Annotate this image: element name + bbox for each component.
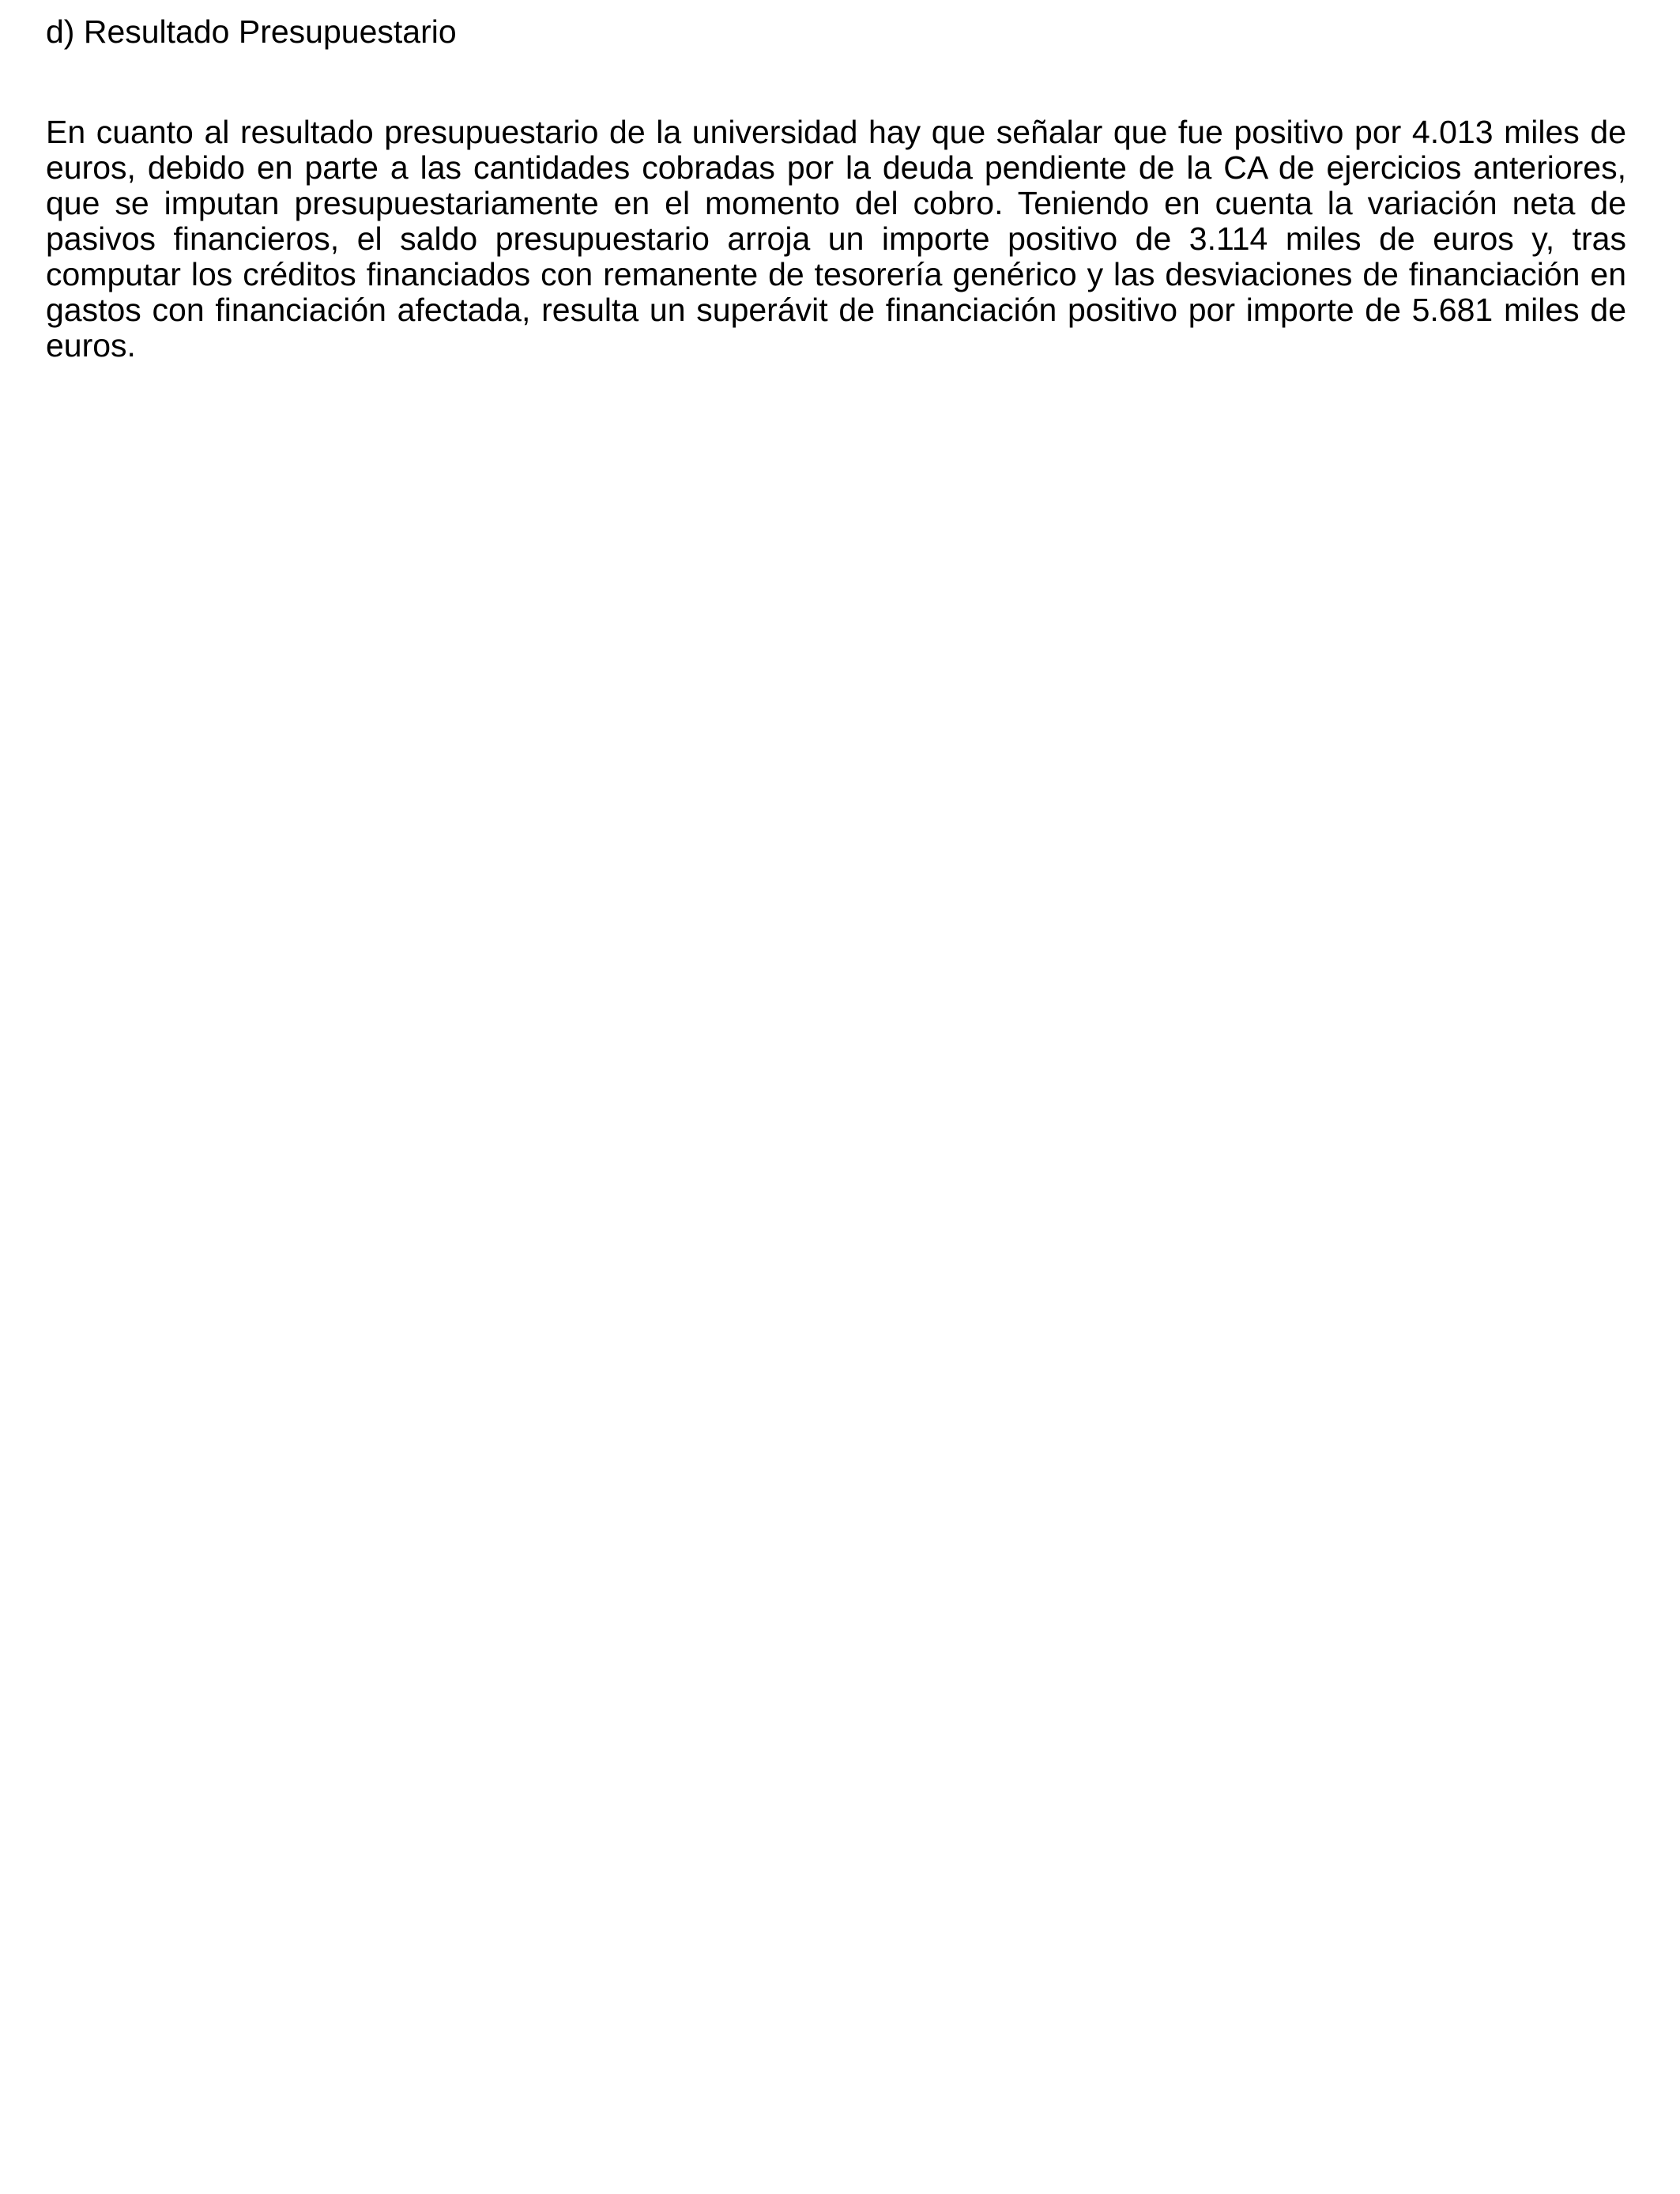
body-paragraph: En cuanto al resultado presupuestario de la universidad hay que señalar que fue positivo por 4.013 miles de euros, debido en parte a las cantidades cobradas por la deuda pendiente de la CA de ejercicios anteriores, que se imputan presupuestariamente en el momento del cobro. Teniendo en cuenta la variación neta de pasivos financieros, el saldo presupuestario arroja un importe positivo de 3.114 miles de euros y, tras computar los créditos financiados con remanente de tesorería genérico y las desviaciones de financiación en gastos con financiación afectada, resulta un superávit de financiación positivo por importe de 5.681 miles de euros. (46, 114, 1626, 364)
document-page (46, 0, 1626, 2194)
section-heading: d) Resultado Presupuestario (46, 13, 457, 50)
